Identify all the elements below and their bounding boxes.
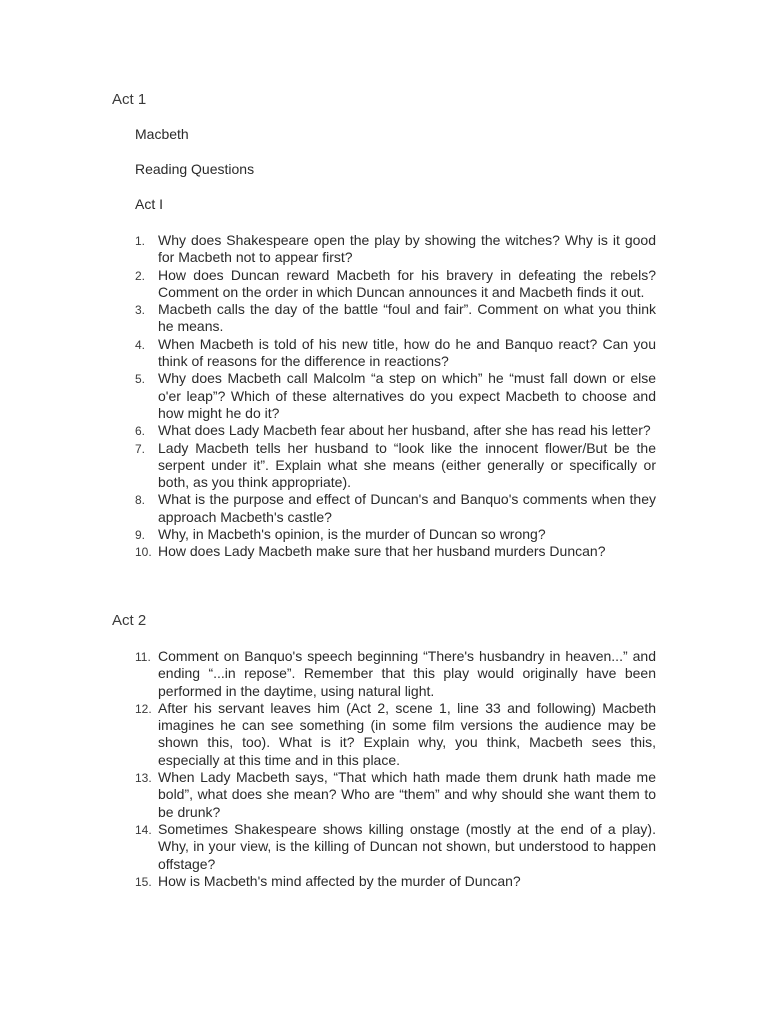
question-number: 4. — [135, 337, 146, 352]
question-item — [135, 648, 656, 700]
question-text: Why does Macbeth call Malcolm “a step on which” he “must fall down or else o'er leap”? Which of these alternatives do you expect Macbeth to choose and how might he do it? — [158, 370, 656, 421]
question-text: How does Duncan reward Macbeth for his bravery in defeating the rebels? Comment on the order in which Duncan announces it and Macbeth finds it out. — [158, 266, 656, 300]
question-text: When Lady Macbeth says, “That which hath made them drunk hath made me bold”, what does she mean? Who are “them” and why should she want them to be drunk? — [158, 769, 656, 820]
question-item — [135, 769, 656, 821]
question-text: How is Macbeth's mind affected by the murder of Duncan? — [158, 872, 521, 889]
question-number: 5. — [135, 372, 146, 387]
act-2-question-list — [135, 648, 656, 890]
question-item — [135, 543, 656, 560]
question-text: What does Lady Macbeth fear about her husband, after she has read his letter? — [158, 422, 651, 439]
act-1-heading: Act 1 — [112, 91, 147, 108]
question-number: 11. — [135, 650, 151, 664]
act-i-subheading: Act I — [135, 196, 164, 212]
question-number: 10. — [135, 545, 152, 560]
question-item — [135, 526, 656, 543]
question-text: Why does Shakespeare open the play by showing the witches? Why is it good for Macbeth not to appear first? — [158, 232, 656, 266]
play-title: Macbeth — [135, 126, 189, 142]
question-text: How does Lady Macbeth make sure that her husband murders Duncan? — [158, 543, 606, 560]
question-number: 13. — [135, 771, 152, 786]
question-text: Sometimes Shakespeare shows killing onstage (mostly at the end of a play). Why, in your view, is the killing of Duncan not shown, but understood to happen offstage? — [158, 820, 656, 872]
act-1-question-list — [135, 232, 656, 561]
question-number: 3. — [135, 303, 146, 318]
question-item — [135, 422, 656, 439]
question-number: 15. — [135, 874, 152, 889]
question-item — [135, 821, 656, 873]
question-number: 1. — [135, 234, 146, 248]
question-item — [135, 267, 656, 302]
question-item — [135, 700, 656, 769]
question-number: 8. — [135, 493, 146, 508]
reading-questions-subtitle: Reading Questions — [135, 161, 255, 177]
question-text: When Macbeth is told of his new title, how do he and Banquo react? Can you think of reasons for the difference in reactions? — [158, 335, 656, 370]
question-number: 12. — [135, 701, 152, 716]
question-item — [135, 491, 656, 526]
question-item — [135, 336, 656, 371]
question-number: 6. — [135, 424, 146, 439]
question-text: Lady Macbeth tells her husband to “look like the innocent flower/But be the serpent under it”. Explain what she means (either generally or specifically or both, as you think appropriate). — [158, 439, 656, 491]
question-text: What is the purpose and effect of Duncan's and Banquo's comments when they approach Macbeth's castle? — [158, 491, 656, 525]
question-number: 2. — [135, 268, 146, 283]
question-item — [135, 440, 656, 492]
question-number: 14. — [135, 822, 152, 837]
question-number: 7. — [135, 441, 146, 456]
question-item — [135, 301, 656, 336]
act-2-heading: Act 2 — [112, 612, 147, 629]
question-text: After his servant leaves him (Act 2, scene 1, line 33 and following) Macbeth imagines he can see something (in some film versions the audience may be shown this, too). What is it? Explain why, you think, Macbeth sees this, especially at this time and in this place. — [158, 699, 656, 768]
question-number: 9. — [135, 528, 146, 543]
question-item — [135, 232, 656, 267]
question-text: Comment on Banquo's speech beginning “There's husbandry in heaven...” and ending “...in repose”. Remember that this play would originally have been performed in the daytime, using natural light. — [158, 648, 656, 699]
question-item — [135, 370, 656, 422]
question-text: Macbeth calls the day of the battle “foul and fair”. Comment on what you think he means. — [158, 301, 656, 335]
question-item — [135, 873, 656, 890]
question-text: Why, in Macbeth's opinion, is the murder of Duncan so wrong? — [158, 526, 546, 543]
